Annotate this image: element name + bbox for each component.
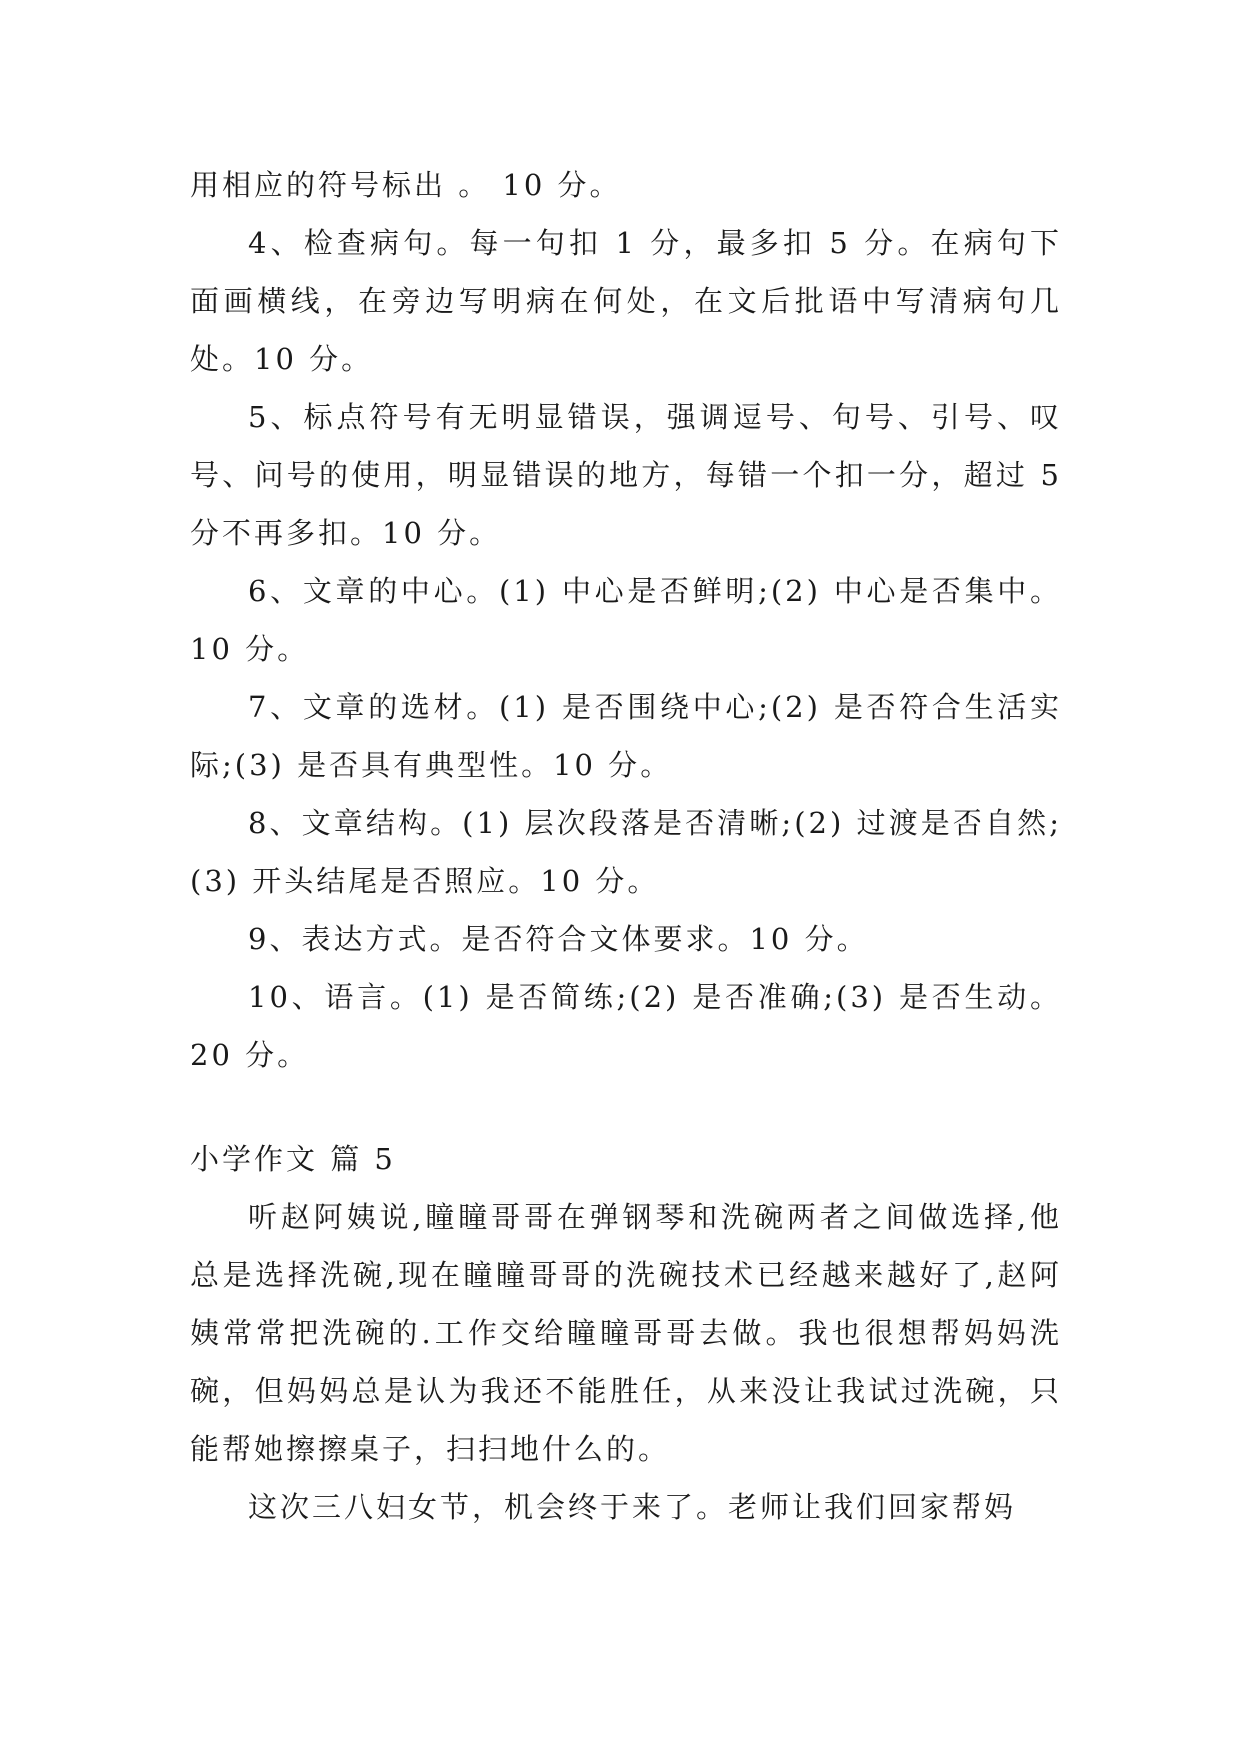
paragraph-scoring-continuation: 用相应的符号标出 。 10 分。 — [190, 168, 622, 202]
paragraph-item-8: 8、文章结构。(1) 层次段落是否清晰;(2) 过渡是否自然;(3) 开头结尾是否照应。10 分。 — [190, 806, 1062, 898]
essay-paragraph-1: 听赵阿姨说,瞳瞳哥哥在弹钢琴和洗碗两者之间做选择,他总是选择洗碗,现在瞳瞳哥哥的洗碗技术已经越来越好了,赵阿姨常常把洗碗的.工作交给瞳瞳哥哥去做。我也很想帮妈妈洗碗，但妈妈总是认为我还不能胜任，从来没让我试过洗碗，只能帮她擦擦桌子，扫扫地什么的。 — [190, 1200, 1062, 1466]
paragraph-item-5: 5、标点符号有无明显错误，强调逗号、句号、引号、叹号、问号的使用，明显错误的地方，每错一个扣一分，超过 5 分不再多扣。10 分。 — [190, 400, 1062, 550]
section-title: 小学作文 篇 5 — [190, 1142, 396, 1176]
paragraph-item-9: 9、表达方式。是否符合文体要求。10 分。 — [248, 922, 869, 956]
essay-paragraph-2: 这次三八妇女节，机会终于来了。老师让我们回家帮妈 — [248, 1490, 1017, 1524]
paragraph-item-7: 7、文章的选材。(1) 是否围绕中心;(2) 是否符合生活实际;(3) 是否具有典型性。10 分。 — [190, 690, 1062, 782]
paragraph-item-10: 10、语言。(1) 是否简练;(2) 是否准确;(3) 是否生动。20 分。 — [190, 980, 1062, 1072]
document-body — [190, 156, 1062, 1536]
paragraph-item-6: 6、文章的中心。(1) 中心是否鲜明;(2) 中心是否集中。10 分。 — [190, 574, 1062, 666]
paragraph-item-4: 4、检查病句。每一句扣 1 分，最多扣 5 分。在病句下面画横线，在旁边写明病在何处，在文后批语中写清病句几处。10 分。 — [190, 226, 1062, 376]
